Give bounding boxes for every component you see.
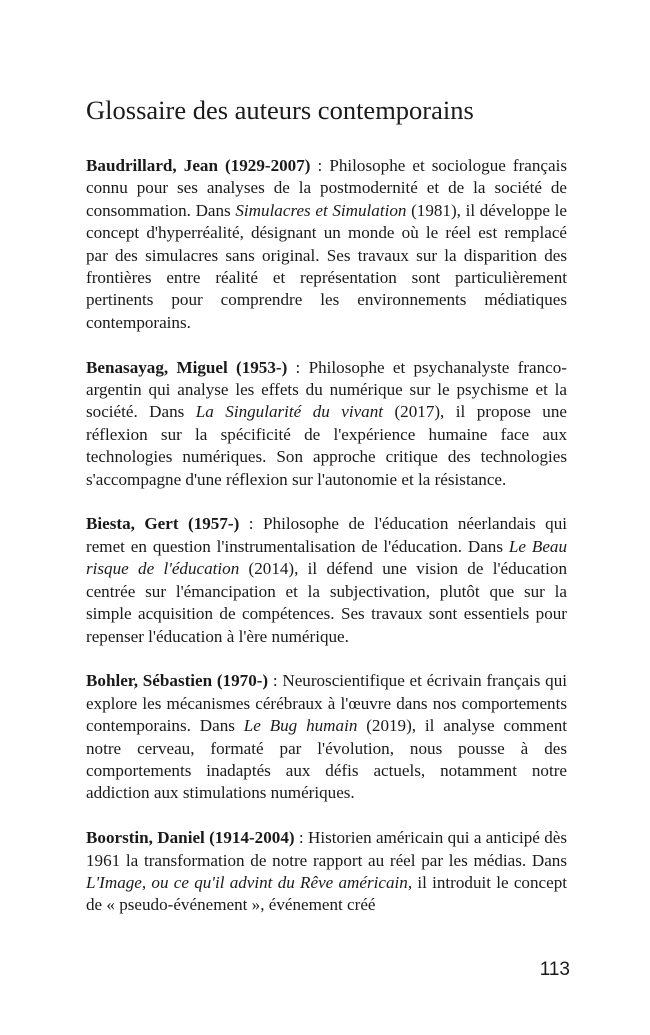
entry-separator: : xyxy=(268,671,283,691)
glossary-entry-baudrillard xyxy=(86,155,567,334)
glossary-entry-boorstin xyxy=(86,827,567,917)
entry-text: Historien américain qui a anticipé dès 1961 la transformation de notre rapport au réel par les médias. Dans xyxy=(86,828,567,870)
entry-text: (2014), il défend une vision de l'éducation centrée sur l'émancipation et la subjectivation, plutôt que sur la simple acquisition de compétences. Ses travaux sont essentiels pour repenser l'éducation à l'ère numérique. xyxy=(86,559,567,646)
entry-work-title: Le Bug humain xyxy=(243,716,358,736)
entry-work-title: La Singularité du vivant xyxy=(195,402,384,422)
glossary-entry-biesta xyxy=(86,513,567,647)
entry-text: (2019), il analyse comment notre cerveau, formaté par l'évolution, nous pousse à des comportements inadaptés aux défis actuels, notamment notre addiction aux stimulations numériques. xyxy=(86,716,567,803)
page-number: 113 xyxy=(539,959,570,980)
entry-text: Philosophe et sociologue français connu pour ses analyses de la postmodernité et de la société de consommation. Dans xyxy=(86,156,567,220)
entry-text: Neuroscientifique et écrivain français qui explore les mécanismes cérébraux à l'œuvre dans nos comportements contemporains. Dans xyxy=(86,671,568,736)
page-title: Glossaire des auteurs contemporains xyxy=(86,95,474,125)
entry-work-title: Simulacres et Simulation xyxy=(235,200,407,220)
entry-text: (2017), il propose une réflexion sur la spécificité de l'expérience humaine face aux technologies numériques. Son approche critique des technologies s'accompagne d'une réflexion sur l'autonomie et la résistance. xyxy=(86,402,567,489)
entry-author: Boorstin, Daniel (1914-2004) xyxy=(86,828,295,848)
entry-work-title: L'Image, ou ce qu'il advint du Rêve américain xyxy=(86,872,408,892)
entry-author: Bohler, Sébastien (1970-) xyxy=(86,671,269,691)
entry-separator: : xyxy=(294,828,308,848)
entry-author: Biesta, Gert (1957-) xyxy=(86,514,240,534)
entry-separator: : xyxy=(287,357,309,377)
entry-separator: : xyxy=(239,514,264,534)
entry-text: Philosophe de l'éducation néerlandais qui remet en question l'instrumentalisation de l'éducation. Dans xyxy=(86,514,567,556)
entry-text: , il introduit le concept de « pseudo-événement », événement créé xyxy=(86,872,568,915)
entry-separator: : xyxy=(310,156,330,175)
entry-author: Baudrillard, Jean (1929-2007) xyxy=(86,156,311,175)
entry-text: Philosophe et psychanalyste franco-argentin qui analyse les effets du numérique sur le psychisme et la société. Dans xyxy=(86,357,567,422)
glossary-entry-bohler xyxy=(86,670,567,804)
glossary-entry-benasayag xyxy=(86,357,567,491)
entry-text: (1981), il développe le concept d'hyperréalité, désignant un monde où le réel est remplacé par des simulacres sans original. Ses travaux sur la disparition des frontières entre réalité et représentation sont particulièrement pertinents pour comprendre les environnements médiatiques contemporains. xyxy=(86,200,567,332)
entry-author: Benasayag, Miguel (1953-) xyxy=(86,357,288,377)
page-content xyxy=(86,92,567,939)
entry-work-title: Le Beau risque de l'éducation xyxy=(86,536,567,579)
